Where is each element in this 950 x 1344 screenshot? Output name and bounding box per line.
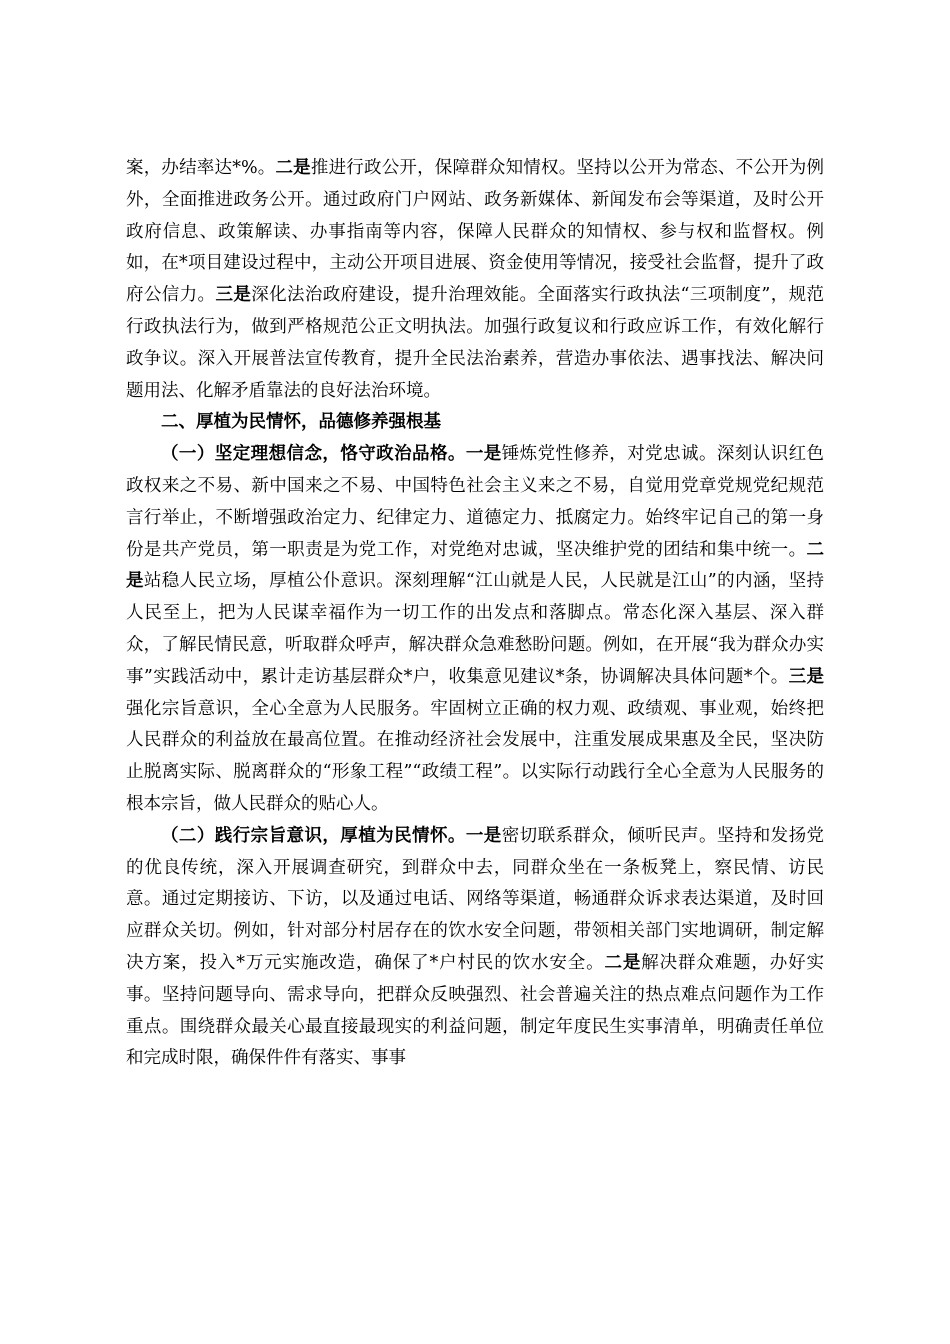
text: 推进行政公开，保障群众知情权。坚持以公开为常态、不公开为例外，全面推进政务公开。通过政府门户网站、政务新媒体、新闻发布会等渠道，及时公开政府信息、政策解读、办事指南等内容，保障人民群众的知情权、参与权和监督权。例如，在*项目建设过程中，主动公开项目进展、资金使用等情况，接受社会监督，提升了政府公信力。 <box>126 158 824 306</box>
bold-marker: 二是 <box>126 539 824 592</box>
bold-marker: 一是 <box>465 825 502 846</box>
text: 站稳人民立场，厚植公仆意识。深刻理解“江山就是人民，人民就是江山”的内涵，坚持人民至上，把为人民谋幸福作为一切工作的出发点和落脚点。常态化深入基层、深入群众，了解民情民意，听取群众呼声，解决群众急难愁盼问题。例如，在开展“我为群众办实事”实践活动中，累计走访基层群众*户，收集意见建议*条，协调解决具体问题*个。 <box>126 571 825 687</box>
text: 锤炼党性修养，对党忠诚。深刻认识红色政权来之不易、新中国来之不易、中国特色社会主义来之不易，自觉用党章党规党纪规范言行举止，不断增强政治定力、纪律定力、道德定力、抵腐定力。始终牢记自己的第一身份是共产党员，第一职责是为党工作，对党绝对忠诚，坚决维护党的团结和集中统一。 <box>126 444 825 560</box>
text: 强化宗旨意识，全心全意为人民服务。牢固树立正确的权力观、政绩观、事业观，始终把人民群众的利益放在最高位置。在推动经济社会发展中，注重发展成果惠及全民，坚决防止脱离实际、脱离群众的“形象工程”“政绩工程”。以实际行动践行全心全意为人民服务的根本宗旨，做人民群众的贴心人。 <box>126 698 824 814</box>
bold-marker: 二是 <box>604 952 642 973</box>
subsection-heading: （一）坚定理想信念，恪守政治品格。 <box>161 444 466 465</box>
bold-marker: 三是 <box>788 666 824 687</box>
section-heading: 二、厚植为民情怀，品德修养强根基 <box>161 412 441 433</box>
bold-marker: 一是 <box>465 444 502 465</box>
text: 深化法治政府建设，提升治理效能。全面落实行政执法“三项制度”，规范行政执法行为，做到严格规范公正文明执法。加强行政复议和行政应诉工作，有效化解行政争议。深入开展普法宣传教育，提升全民法治素养，营造办事依法、遇事找法、解决问题用法、化解矛盾靠法的良好法治环境。 <box>126 285 824 401</box>
bold-marker: 二是 <box>275 158 311 178</box>
text: 解决群众难题，办好实事。坚持问题导向、需求导向，把群众反映强烈、社会普遍关注的热点难点问题作为工作重点。围绕群众最关心最直接最现实的利益问题，制定年度民生实事清单，明确责任单位和完成时限，确保件件有落实、事事 <box>126 952 825 1069</box>
text: 案，办结率达*%。 <box>126 158 276 178</box>
paragraph-2 <box>126 439 824 821</box>
bold-marker: 三是 <box>215 285 252 306</box>
subsection-heading: （二）践行宗旨意识，厚植为民情怀。 <box>161 825 466 846</box>
paragraph-3 <box>126 821 824 1075</box>
document-page <box>126 153 824 1075</box>
text: 密切联系群众，倾听民声。坚持和发扬党的优良传统，深入开展调查研究，到群众中去，同群众坐在一条板凳上，察民情、访民意。通过定期接访、下访，以及通过电话、网络等渠道，畅通群众诉求表达渠道，及时回应群众关切。例如，针对部分村居存在的饮水安全问题，带领相关部门实地调研，制定解决方案，投入*万元实施改造，确保了*户村民的饮水安全。 <box>126 825 825 973</box>
paragraph-1 <box>126 153 824 407</box>
